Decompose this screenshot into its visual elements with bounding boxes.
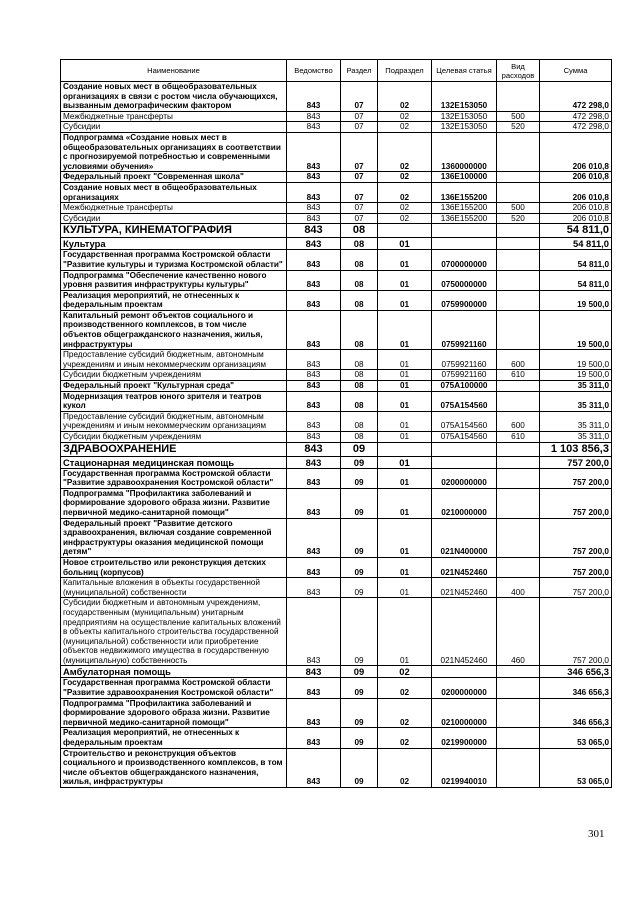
- cell-amount: 206 010,8: [540, 203, 612, 214]
- cell-section: 08: [341, 290, 378, 310]
- cell-section: 07: [341, 111, 378, 122]
- cell-name: Капитальный ремонт объектов социального и производственного комплексов, в том числе объектов общегражданского назначения, жилья, инфраструктуры: [61, 310, 287, 349]
- cell-department: 843: [287, 132, 341, 171]
- cell-amount: 472 298,0: [540, 122, 612, 133]
- cell-name: Субсидии: [61, 213, 287, 224]
- cell-subsection: 01: [378, 557, 432, 577]
- cell-amount: 472 298,0: [540, 111, 612, 122]
- cell-target-article: [432, 224, 497, 238]
- cell-expense-type: [497, 518, 540, 557]
- cell-amount: 1 103 856,3: [540, 442, 612, 456]
- cell-amount: 35 311,0: [540, 391, 612, 411]
- cell-subsection: 01: [378, 381, 432, 392]
- header-section: Раздел: [341, 60, 378, 82]
- cell-section: 07: [341, 182, 378, 202]
- table-row: [61, 290, 612, 310]
- cell-subsection: 02: [378, 698, 432, 728]
- cell-target-article: 021N400000: [432, 518, 497, 557]
- cell-expense-type: [497, 666, 540, 678]
- cell-name: Капитальные вложения в объекты государственной (муниципальной) собственности: [61, 578, 287, 598]
- cell-section: 09: [341, 456, 378, 468]
- cell-section: 09: [341, 518, 378, 557]
- table-row: [61, 350, 612, 370]
- cell-section: 07: [341, 132, 378, 171]
- cell-amount: 53 065,0: [540, 748, 612, 787]
- table-row: [61, 411, 612, 431]
- cell-amount: 35 311,0: [540, 381, 612, 392]
- cell-target-article: 075A100000: [432, 381, 497, 392]
- cell-section: 07: [341, 172, 378, 183]
- cell-subsection: 02: [378, 666, 432, 678]
- cell-department: 843: [287, 82, 341, 112]
- cell-amount: 206 010,8: [540, 182, 612, 202]
- cell-section: 09: [341, 468, 378, 488]
- table-row: [61, 172, 612, 183]
- cell-expense-type: [497, 557, 540, 577]
- cell-subsection: 01: [378, 578, 432, 598]
- cell-amount: 19 500,0: [540, 370, 612, 381]
- cell-name: Субсидии бюджетным и автономным учреждениям, государственным (муниципальным) унитарным предприятиям на осуществление капитальных вложений в объекты капитального строительства государственной (муниципальной) собственности или приобретение объектов недвижимого имущества в государственную (муниципальную) собственность: [61, 598, 287, 666]
- cell-target-article: 132E153050: [432, 82, 497, 112]
- cell-department: 843: [287, 111, 341, 122]
- cell-name: Предоставление субсидий бюджетным, автономным учреждениям и иным некоммерческим организациям: [61, 411, 287, 431]
- cell-target-article: 0200000000: [432, 468, 497, 488]
- cell-subsection: 01: [378, 391, 432, 411]
- table-row: [61, 598, 612, 666]
- cell-name: Субсидии бюджетным учреждениям: [61, 370, 287, 381]
- cell-department: 843: [287, 456, 341, 468]
- cell-name: Государственная программа Костромской области "Развитие здравоохранения Костромской области": [61, 468, 287, 488]
- header-department: Ведомство: [287, 60, 341, 82]
- cell-section: 08: [341, 381, 378, 392]
- cell-target-article: 136E100000: [432, 172, 497, 183]
- cell-expense-type: [497, 698, 540, 728]
- cell-department: 843: [287, 310, 341, 349]
- cell-name: Межбюджетные трансферты: [61, 203, 287, 214]
- cell-name: Амбулаторная помощь: [61, 666, 287, 678]
- cell-section: 08: [341, 370, 378, 381]
- cell-target-article: 075A154560: [432, 432, 497, 443]
- cell-expense-type: 400: [497, 578, 540, 598]
- cell-expense-type: 520: [497, 213, 540, 224]
- cell-name: Федеральный проект "Культурная среда": [61, 381, 287, 392]
- cell-expense-type: 500: [497, 111, 540, 122]
- cell-name: Реализация мероприятий, не отнесенных к федеральным проектам: [61, 728, 287, 748]
- table-row: [61, 111, 612, 122]
- cell-expense-type: 500: [497, 203, 540, 214]
- header-row: [61, 60, 612, 82]
- cell-subsection: 01: [378, 310, 432, 349]
- cell-subsection: 01: [378, 250, 432, 270]
- cell-subsection: 02: [378, 678, 432, 698]
- cell-target-article: 0759900000: [432, 290, 497, 310]
- cell-department: 843: [287, 224, 341, 238]
- cell-subsection: 01: [378, 468, 432, 488]
- cell-department: 843: [287, 290, 341, 310]
- cell-department: 843: [287, 411, 341, 431]
- cell-amount: 346 656,3: [540, 678, 612, 698]
- page-number: 301: [588, 828, 605, 840]
- cell-target-article: [432, 666, 497, 678]
- cell-name: Субсидии: [61, 122, 287, 133]
- table-row: [61, 666, 612, 678]
- cell-expense-type: [497, 748, 540, 787]
- cell-department: 843: [287, 381, 341, 392]
- cell-department: 843: [287, 350, 341, 370]
- table-row: [61, 370, 612, 381]
- cell-subsection: 02: [378, 728, 432, 748]
- cell-target-article: 136E155200: [432, 203, 497, 214]
- cell-name: Межбюджетные трансферты: [61, 111, 287, 122]
- cell-target-article: [432, 442, 497, 456]
- cell-name: Создание новых мест в общеобразовательных организациях в связи с ростом числа обучающихся, вызванным демографическим фактором: [61, 82, 287, 112]
- cell-department: 843: [287, 557, 341, 577]
- cell-expense-type: [497, 381, 540, 392]
- table-row: [61, 310, 612, 349]
- table-row: [61, 213, 612, 224]
- cell-subsection: 01: [378, 488, 432, 518]
- cell-name: Строительство и реконструкция объектов социального и производственного комплексов, в том числе объектов общегражданского назначения, жилья, инфраструктуры: [61, 748, 287, 787]
- cell-expense-type: [497, 488, 540, 518]
- cell-subsection: 01: [378, 370, 432, 381]
- cell-section: 07: [341, 203, 378, 214]
- cell-target-article: 021N452460: [432, 557, 497, 577]
- cell-name: Государственная программа Костромской области "Развитие культуры и туризма Костромской области": [61, 250, 287, 270]
- table-row: [61, 748, 612, 787]
- cell-expense-type: [497, 182, 540, 202]
- cell-name: Подпрограмма "Профилактика заболеваний и формирование здорового образа жизни. Развитие первичной медико-санитарной помощи": [61, 698, 287, 728]
- cell-expense-type: 600: [497, 350, 540, 370]
- table-row: [61, 82, 612, 112]
- table-body: [61, 82, 612, 788]
- cell-target-article: 1360000000: [432, 132, 497, 171]
- cell-subsection: 02: [378, 82, 432, 112]
- header-name: Наименование: [61, 60, 287, 82]
- cell-expense-type: [497, 678, 540, 698]
- cell-expense-type: [497, 442, 540, 456]
- cell-subsection: 01: [378, 270, 432, 290]
- cell-target-article: 0219900000: [432, 728, 497, 748]
- cell-target-article: 0219940010: [432, 748, 497, 787]
- cell-name: Стационарная медицинская помощь: [61, 456, 287, 468]
- cell-expense-type: [497, 270, 540, 290]
- cell-expense-type: [497, 290, 540, 310]
- cell-department: 843: [287, 213, 341, 224]
- table-row: [61, 557, 612, 577]
- cell-department: 843: [287, 250, 341, 270]
- cell-target-article: 0200000000: [432, 678, 497, 698]
- cell-subsection: 01: [378, 238, 432, 250]
- table-row: [61, 488, 612, 518]
- cell-target-article: 132E153050: [432, 122, 497, 133]
- cell-section: 08: [341, 250, 378, 270]
- cell-expense-type: [497, 391, 540, 411]
- table-row: [61, 270, 612, 290]
- table-row: [61, 468, 612, 488]
- cell-section: 08: [341, 432, 378, 443]
- cell-department: 843: [287, 748, 341, 787]
- cell-amount: 757 200,0: [540, 518, 612, 557]
- cell-target-article: 132E153050: [432, 111, 497, 122]
- cell-subsection: 01: [378, 456, 432, 468]
- cell-expense-type: 520: [497, 122, 540, 133]
- cell-section: 09: [341, 488, 378, 518]
- cell-department: 843: [287, 172, 341, 183]
- table-row: [61, 442, 612, 456]
- cell-expense-type: [497, 172, 540, 183]
- cell-target-article: 136E155200: [432, 213, 497, 224]
- cell-section: 08: [341, 391, 378, 411]
- cell-department: 843: [287, 238, 341, 250]
- cell-amount: 54 811,0: [540, 270, 612, 290]
- cell-section: 09: [341, 698, 378, 728]
- cell-name: Подпрограмма "Обеспечение качественно нового уровня развития инфраструктуры культуры": [61, 270, 287, 290]
- cell-amount: 346 656,3: [540, 698, 612, 728]
- cell-subsection: 02: [378, 203, 432, 214]
- cell-target-article: 0210000000: [432, 488, 497, 518]
- cell-subsection: [378, 442, 432, 456]
- table-row: [61, 391, 612, 411]
- cell-section: 09: [341, 578, 378, 598]
- table-row: [61, 203, 612, 214]
- cell-name: Подпрограмма "Профилактика заболеваний и формирование здорового образа жизни. Развитие первичной медико-санитарной помощи": [61, 488, 287, 518]
- cell-name: КУЛЬТУРА, КИНЕМАТОГРАФИЯ: [61, 224, 287, 238]
- cell-subsection: 01: [378, 290, 432, 310]
- cell-department: 843: [287, 122, 341, 133]
- header-amount: Сумма: [540, 60, 612, 82]
- cell-expense-type: [497, 132, 540, 171]
- cell-expense-type: 460: [497, 598, 540, 666]
- cell-expense-type: [497, 456, 540, 468]
- cell-section: 09: [341, 557, 378, 577]
- cell-department: 843: [287, 432, 341, 443]
- cell-amount: 19 500,0: [540, 310, 612, 349]
- cell-subsection: 02: [378, 213, 432, 224]
- cell-name: Модернизация театров юного зрителя и театров кукол: [61, 391, 287, 411]
- cell-amount: 757 200,0: [540, 456, 612, 468]
- cell-subsection: 01: [378, 411, 432, 431]
- cell-target-article: 0759921160: [432, 370, 497, 381]
- table-row: [61, 250, 612, 270]
- cell-target-article: [432, 456, 497, 468]
- cell-section: 09: [341, 666, 378, 678]
- table-row: [61, 224, 612, 238]
- cell-section: 07: [341, 213, 378, 224]
- cell-name: Создание новых мест в общеобразовательных организациях: [61, 182, 287, 202]
- cell-subsection: 01: [378, 350, 432, 370]
- header-subsection: Подраздел: [378, 60, 432, 82]
- cell-name: Федеральный проект "Развитие детского здравоохранения, включая создание современной инфраструктуры оказания медицинской помощи детям": [61, 518, 287, 557]
- cell-department: 843: [287, 182, 341, 202]
- cell-department: 843: [287, 678, 341, 698]
- cell-subsection: 02: [378, 122, 432, 133]
- cell-target-article: 021N452460: [432, 578, 497, 598]
- cell-amount: 757 200,0: [540, 488, 612, 518]
- table-row: [61, 728, 612, 748]
- cell-target-article: 0750000000: [432, 270, 497, 290]
- cell-department: 843: [287, 442, 341, 456]
- cell-section: 09: [341, 728, 378, 748]
- cell-expense-type: [497, 310, 540, 349]
- cell-amount: 206 010,8: [540, 172, 612, 183]
- cell-name: Федеральный проект "Современная школа": [61, 172, 287, 183]
- cell-target-article: 075A154560: [432, 411, 497, 431]
- header-expense-type: Вид расходов: [497, 60, 540, 82]
- budget-table: [60, 59, 612, 788]
- cell-section: 08: [341, 270, 378, 290]
- cell-amount: 757 200,0: [540, 557, 612, 577]
- cell-amount: 19 500,0: [540, 350, 612, 370]
- cell-section: 09: [341, 442, 378, 456]
- cell-section: 07: [341, 82, 378, 112]
- cell-target-article: 021N452460: [432, 598, 497, 666]
- cell-subsection: 02: [378, 132, 432, 171]
- cell-department: 843: [287, 391, 341, 411]
- cell-amount: 53 065,0: [540, 728, 612, 748]
- table-row: [61, 456, 612, 468]
- table-row: [61, 578, 612, 598]
- cell-department: 843: [287, 488, 341, 518]
- cell-section: 08: [341, 238, 378, 250]
- cell-section: 08: [341, 224, 378, 238]
- header-target-article: Целевая статья: [432, 60, 497, 82]
- cell-subsection: 02: [378, 172, 432, 183]
- cell-expense-type: 600: [497, 411, 540, 431]
- cell-subsection: [378, 224, 432, 238]
- cell-name: Государственная программа Костромской области "Развитие здравоохранения Костромской области": [61, 678, 287, 698]
- cell-name: Предоставление субсидий бюджетным, автономным учреждениям и иным некоммерческим организациям: [61, 350, 287, 370]
- cell-expense-type: 610: [497, 432, 540, 443]
- cell-name: Подпрограмма «Создание новых мест в общеобразовательных организациях в соответствии с прогнозируемой потребностью и современными условиями обучения»: [61, 132, 287, 171]
- cell-amount: 35 311,0: [540, 432, 612, 443]
- table-row: [61, 432, 612, 443]
- table-row: [61, 182, 612, 202]
- cell-expense-type: [497, 224, 540, 238]
- cell-amount: 206 010,8: [540, 213, 612, 224]
- cell-section: 08: [341, 350, 378, 370]
- cell-target-article: 0759921160: [432, 350, 497, 370]
- cell-section: 09: [341, 748, 378, 787]
- cell-department: 843: [287, 578, 341, 598]
- cell-expense-type: [497, 82, 540, 112]
- cell-amount: 757 200,0: [540, 598, 612, 666]
- cell-amount: 54 811,0: [540, 224, 612, 238]
- cell-department: 843: [287, 203, 341, 214]
- cell-subsection: 02: [378, 111, 432, 122]
- cell-target-article: 075A154560: [432, 391, 497, 411]
- table-row: [61, 132, 612, 171]
- cell-target-article: 136E155200: [432, 182, 497, 202]
- cell-department: 843: [287, 698, 341, 728]
- cell-amount: 54 811,0: [540, 238, 612, 250]
- table-row: [61, 381, 612, 392]
- cell-name: Новое строительство или реконструкция детских больниц (корпусов): [61, 557, 287, 577]
- cell-department: 843: [287, 728, 341, 748]
- cell-target-article: [432, 238, 497, 250]
- cell-section: 07: [341, 122, 378, 133]
- table-row: [61, 122, 612, 133]
- cell-name: Субсидии бюджетным учреждениям: [61, 432, 287, 443]
- cell-section: 08: [341, 411, 378, 431]
- cell-amount: 54 811,0: [540, 250, 612, 270]
- table-row: [61, 518, 612, 557]
- cell-department: 843: [287, 598, 341, 666]
- cell-section: 08: [341, 310, 378, 349]
- cell-department: 843: [287, 270, 341, 290]
- cell-name: ЗДРАВООХРАНЕНИЕ: [61, 442, 287, 456]
- cell-amount: 346 656,3: [540, 666, 612, 678]
- cell-expense-type: [497, 238, 540, 250]
- table-row: [61, 238, 612, 250]
- cell-section: 09: [341, 598, 378, 666]
- cell-department: 843: [287, 370, 341, 381]
- cell-amount: 19 500,0: [540, 290, 612, 310]
- cell-expense-type: [497, 250, 540, 270]
- cell-amount: 757 200,0: [540, 468, 612, 488]
- cell-subsection: 02: [378, 748, 432, 787]
- cell-target-article: 0759921160: [432, 310, 497, 349]
- cell-subsection: 01: [378, 432, 432, 443]
- cell-target-article: 0210000000: [432, 698, 497, 728]
- cell-amount: 472 298,0: [540, 82, 612, 112]
- table-row: [61, 678, 612, 698]
- cell-expense-type: [497, 728, 540, 748]
- cell-name: Культура: [61, 238, 287, 250]
- cell-subsection: 01: [378, 598, 432, 666]
- cell-name: Реализация мероприятий, не отнесенных к федеральным проектам: [61, 290, 287, 310]
- cell-amount: 206 010,8: [540, 132, 612, 171]
- cell-amount: 35 311,0: [540, 411, 612, 431]
- table-row: [61, 698, 612, 728]
- cell-department: 843: [287, 468, 341, 488]
- cell-amount: 757 200,0: [540, 578, 612, 598]
- cell-expense-type: [497, 468, 540, 488]
- cell-subsection: 02: [378, 182, 432, 202]
- cell-department: 843: [287, 666, 341, 678]
- cell-subsection: 01: [378, 518, 432, 557]
- cell-section: 09: [341, 678, 378, 698]
- cell-target-article: 0700000000: [432, 250, 497, 270]
- cell-department: 843: [287, 518, 341, 557]
- cell-expense-type: 610: [497, 370, 540, 381]
